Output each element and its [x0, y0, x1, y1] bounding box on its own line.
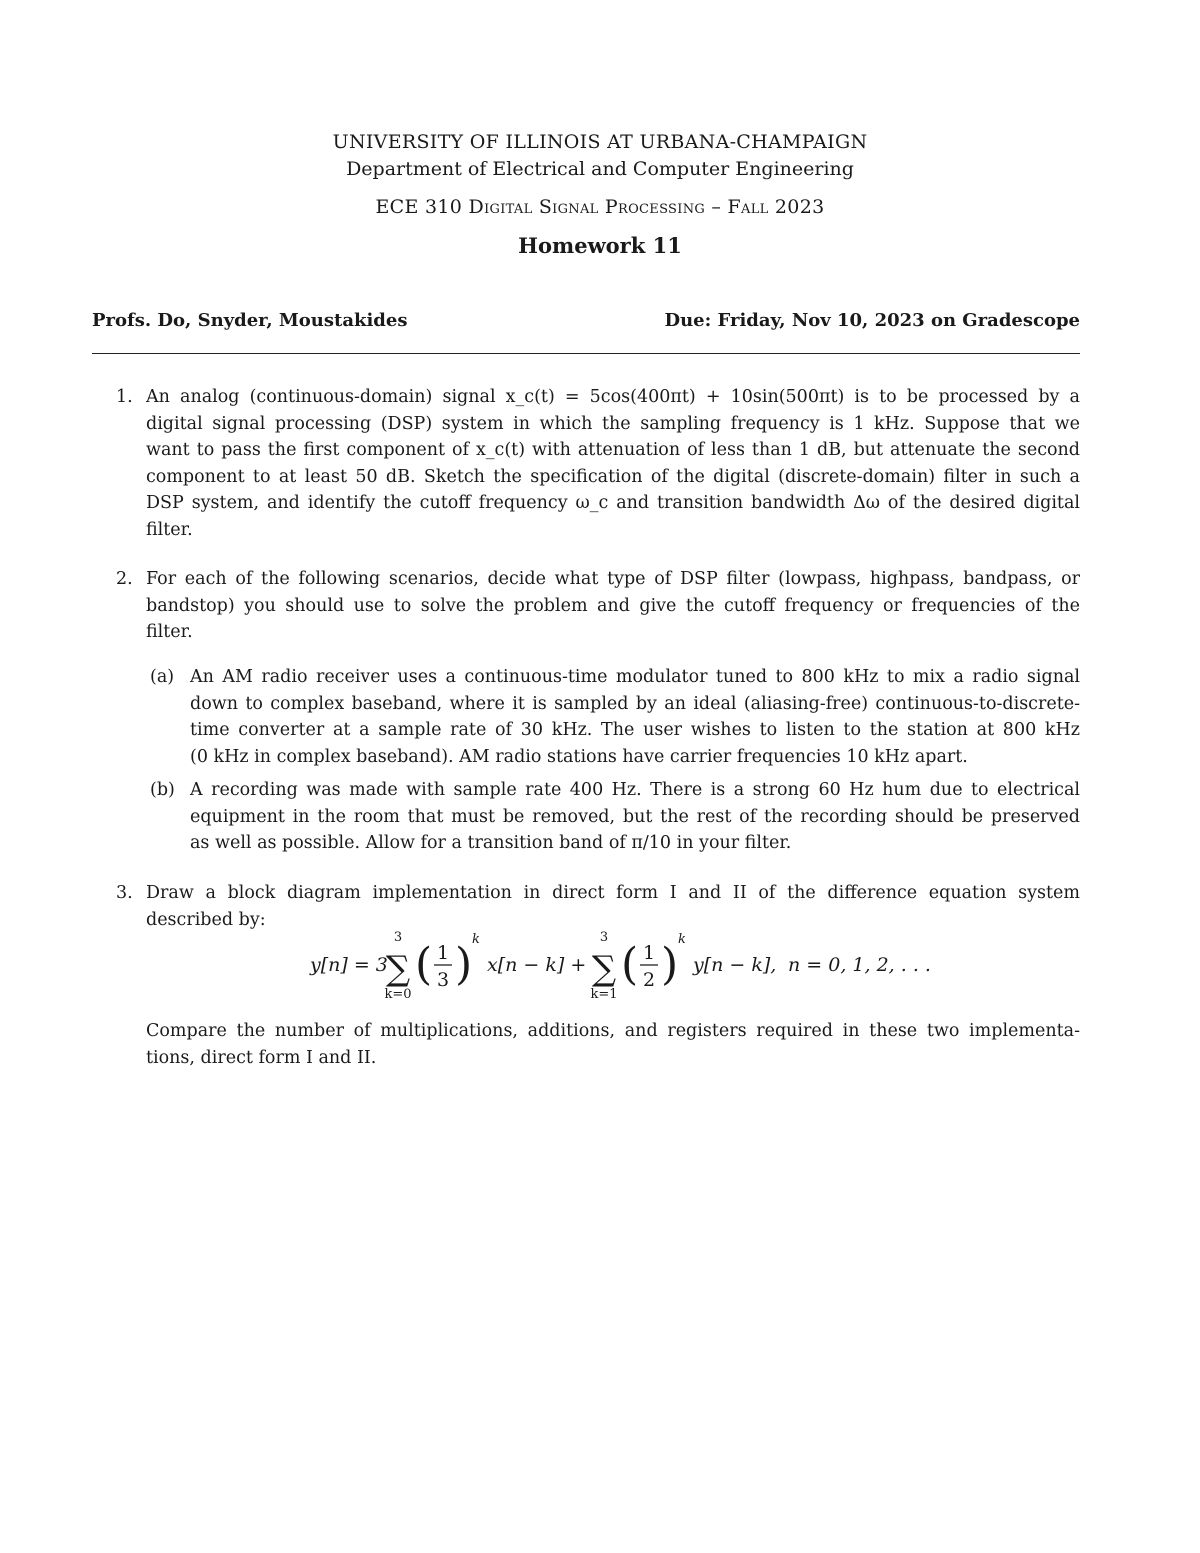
sum-1-sigma: ∑	[385, 949, 411, 989]
text-line: as well as possible. Allow for a transition band of π/10 in your filter.	[190, 833, 792, 854]
part-a-label: (a)	[150, 667, 175, 687]
problem-2-number: 2.	[116, 569, 133, 589]
problem-3-number: 3.	[116, 883, 133, 903]
text-line: filter.	[146, 519, 193, 540]
text-line: described by:	[146, 909, 266, 930]
equation-range: n = 0, 1, 2, . . .	[788, 954, 931, 976]
text-line: A recording was made with sample rate 400 Hz. There is a strong 60 Hz hum due to electrical	[190, 780, 1080, 800]
exponent-2: k	[678, 932, 686, 947]
university-name: UNIVERSITY OF ILLINOIS AT URBANA-CHAMPAIGN	[332, 131, 868, 153]
text-line: bandstop) you should use to solve the problem and give the cutoff frequency or frequencies of the	[146, 595, 1080, 616]
frac-1-denominator: 3	[436, 969, 450, 991]
sum-1-upper: 3	[393, 930, 403, 945]
text-line: want to pass the first component of x_c(t) with attenuation of less than 1 dB, but attenuate the second	[146, 440, 1080, 461]
frac-2-numerator: 1	[642, 942, 656, 964]
text-line: Compare the number of multiplications, additions, and registers required in these two implementa-	[146, 1021, 1080, 1041]
paren-left-2: (	[621, 939, 639, 990]
text-line: equipment in the room that must be removed, but the rest of the recording should be preserved	[190, 806, 1080, 827]
paren-right-1: )	[455, 939, 473, 990]
frac-1-numerator: 1	[436, 942, 450, 964]
due-date: Due: Friday, Nov 10, 2023 on Gradescope	[664, 310, 1080, 331]
part-a-text	[190, 664, 1080, 770]
difference-equation	[300, 925, 940, 1000]
frac-2-denominator: 2	[642, 969, 656, 991]
sum-2-lower: k=1	[590, 987, 618, 1000]
sum-2-upper: 3	[599, 930, 609, 945]
header-divider	[92, 353, 1080, 354]
part-b-text	[190, 777, 1080, 857]
department-name: Department of Electrical and Computer Engineering	[346, 158, 854, 180]
instructors: Profs. Do, Snyder, Moustakides	[92, 310, 408, 331]
text-line: tions, direct form I and II.	[146, 1047, 377, 1068]
paren-right-2: )	[661, 939, 679, 990]
equation-term-1: x[n − k] +	[487, 954, 587, 976]
equation-lhs: y[n] = 3	[310, 954, 388, 976]
text-line: filter.	[146, 622, 193, 643]
text-line: Draw a block diagram implementation in direct form I and II of the difference equation system	[146, 883, 1080, 903]
text-line: (0 kHz in complex baseband). AM radio stations have carrier frequencies 10 kHz apart.	[190, 746, 968, 767]
problem-1-number: 1.	[116, 387, 133, 407]
exponent-1: k	[472, 932, 480, 947]
text-line: component to at least 50 dB. Sketch the specification of the digital (discrete-domain) filter in such a	[146, 466, 1080, 487]
problem-2-text	[146, 566, 1080, 646]
problem-3-followup	[146, 1018, 1080, 1071]
homework-title: Homework 11	[518, 233, 682, 258]
text-line: An analog (continuous-domain) signal x_c(t) = 5cos(400πt) + 10sin(500πt) is to be processed by a	[146, 387, 1080, 407]
text-line: digital signal processing (DSP) system in which the sampling frequency is 1 kHz. Suppose that we	[146, 413, 1080, 434]
paren-left-1: (	[415, 939, 433, 990]
text-line: An AM radio receiver uses a continuous-time modulator tuned to 800 kHz to mix a radio signal	[190, 667, 1080, 687]
sum-2-sigma: ∑	[591, 949, 617, 989]
text-line: DSP system, and identify the cutoff frequency ω_c and transition bandwidth Δω of the desired digital	[146, 493, 1080, 514]
text-line: time converter at a sample rate of 30 kHz. The user wishes to listen to the station at 800 kHz	[190, 720, 1080, 741]
problem-1-text	[146, 384, 1080, 544]
text-line: down to complex baseband, where it is sampled by an ideal (aliasing-free) continuous-to-discrete-	[190, 693, 1080, 714]
sum-1-lower: k=0	[384, 987, 412, 1000]
equation-term-2: y[n − k],	[693, 954, 777, 976]
text-line: For each of the following scenarios, decide what type of DSP filter (lowpass, highpass, bandpass, or	[146, 569, 1080, 589]
part-b-label: (b)	[150, 780, 175, 800]
course-title: ECE 310 Digital Signal Processing – Fall 2023	[375, 196, 825, 218]
